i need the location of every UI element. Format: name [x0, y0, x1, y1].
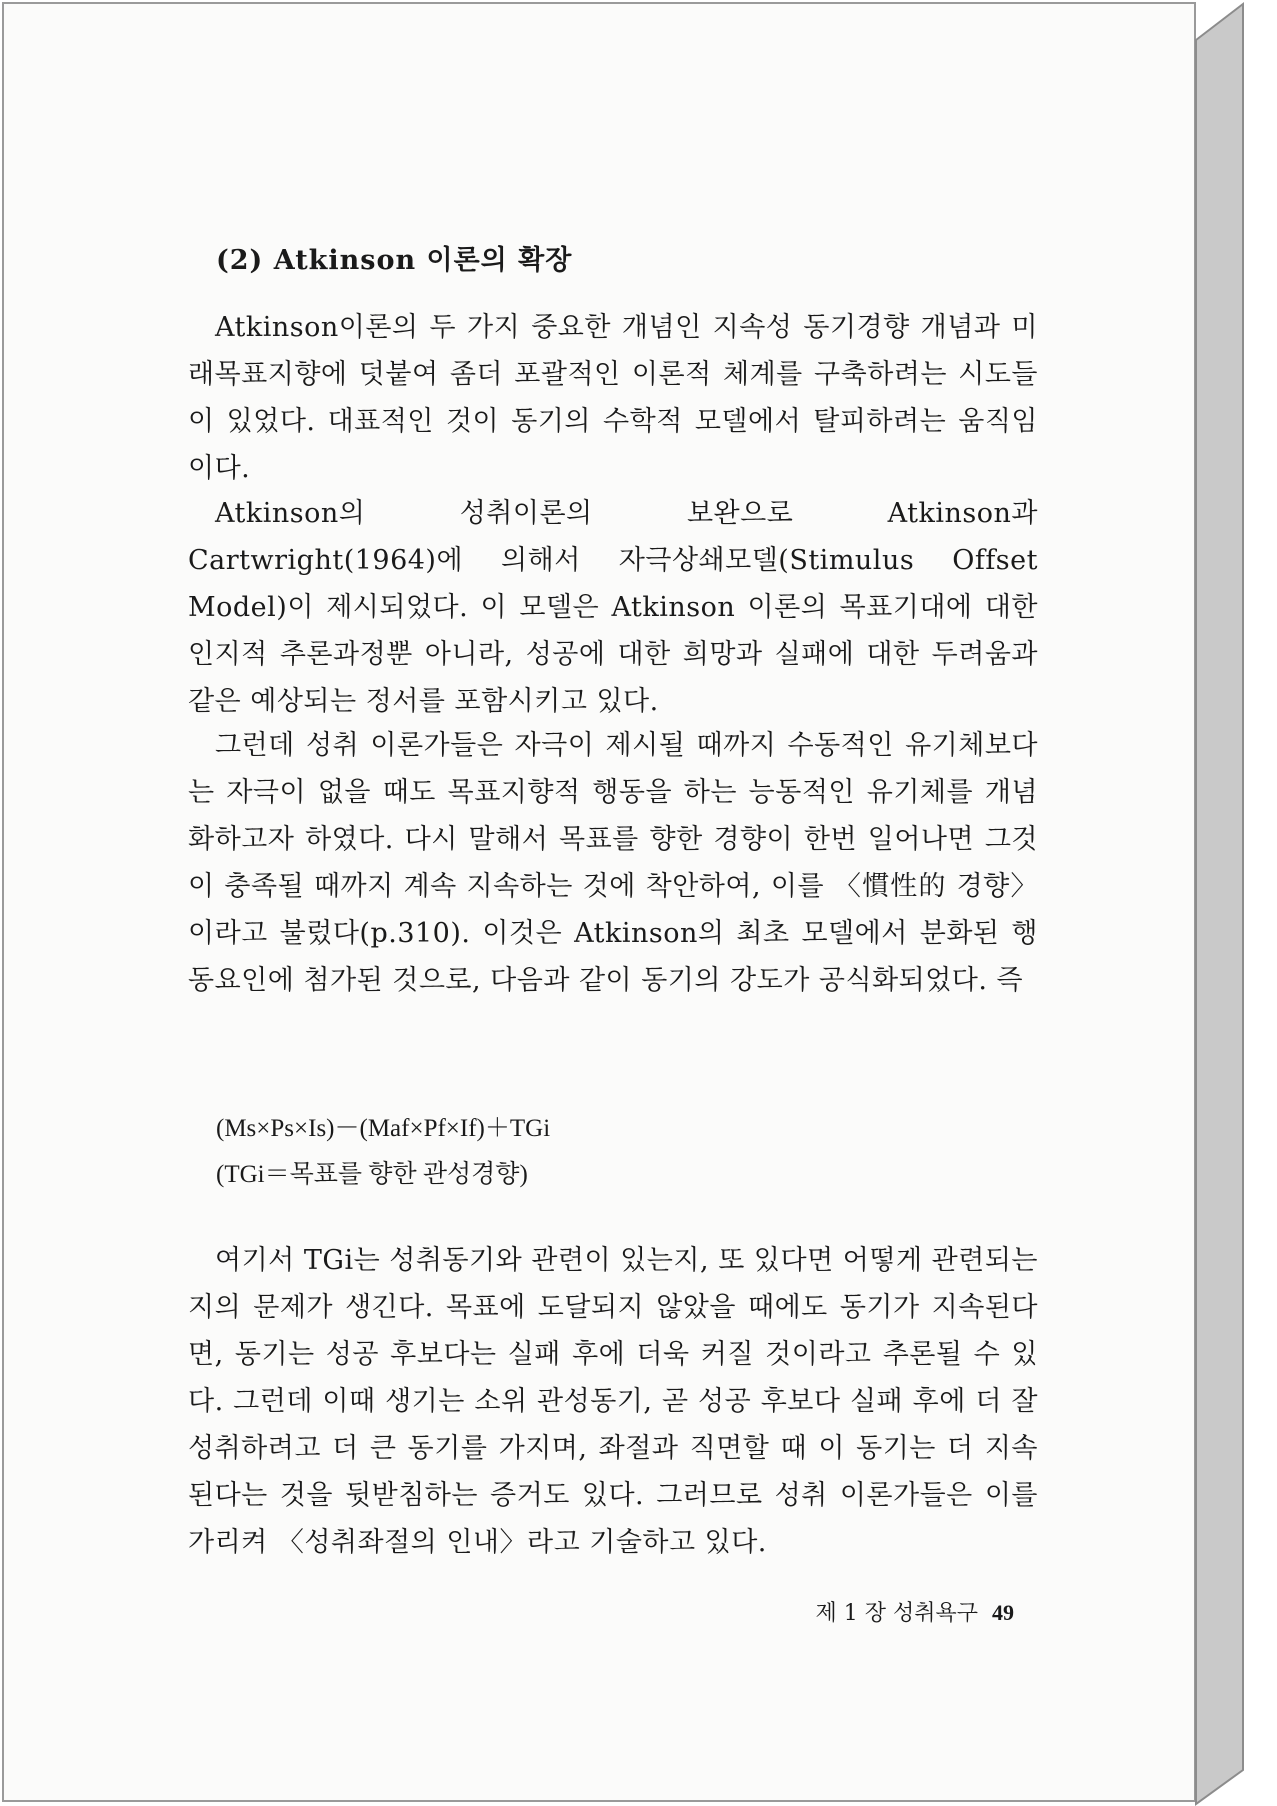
paragraph-4: 여기서 TGi는 성취동기와 관련이 있는지, 또 있다면 어떻게 관련되는지의 문제가 생긴다. 목표에 도달되지 않았을 때에도 동기가 지속된다면, 동기는 성공 후보다는 실패 후에 더욱 커질 것이라고 추론될 수 있다. 그런데 이때 생기는 소위 관성동기, 곧 성공 후보다 실패 후에 더 잘 성취하려고 더 큰 동기를 가지며, 좌절과 직면할 때 이 동기는 더 지속된다는 것을 뒷받침하는 증거도 있다. 그러므로 성취 이론가들은 이를 가리켜 〈성취좌절의 인내〉라고 기술하고 있다.	[188, 1245, 1038, 1558]
section-heading: (2) Atkinson 이론의 확장	[216, 245, 573, 277]
page-footer	[774, 1596, 1014, 1627]
book-page	[2, 2, 1196, 1802]
page-number: 49	[992, 1600, 1014, 1625]
formula-definition: (TGi＝목표를 향한 관성경향)	[216, 1161, 528, 1188]
paragraph-3: 그런데 성취 이론가들은 자극이 제시될 때까지 수동적인 유기체보다는 자극이 없을 때도 목표지향적 행동을 하는 능동적인 유기체를 개념화하고자 하였다. 다시 말해서 목표를 향한 경향이 한번 일어나면 그것이 충족될 때까지 계속 지속하는 것에 착안하여, 이를 〈慣性的 경향〉이라고 불렀다(p.310). 이것은 Atkinson의 최초 모델에서 분화된 행동요인에 첨가된 것으로, 다음과 같이 동기의 강도가 공식화되었다. 즉	[188, 730, 1038, 996]
formula-equation: (Ms×Ps×Is)－(Maf×Pf×If)＋TGi	[216, 1115, 551, 1142]
paragraph-1: Atkinson이론의 두 가지 중요한 개념인 지속성 동기경향 개념과 미래목표지향에 덧붙여 좀더 포괄적인 이론적 체계를 구축하려는 시도들이 있었다. 대표적인 것이 동기의 수학적 모델에서 탈피하려는 움직임이다.	[188, 312, 1038, 484]
paragraph-2: Atkinson의 성취이론의 보완으로 Atkinson과 Cartwright(1964)에 의해서 자극상쇄모델(Stimulus Offset Model)이 제시되었다. 이 모델은 Atkinson 이론의 목표기대에 대한 인지적 추론과정뿐 아니라, 성공에 대한 희망과 실패에 대한 두려움과 같은 예상되는 정서를 포함시키고 있다.	[188, 498, 1038, 717]
chapter-title: 제 1 장 성취욕구	[815, 1601, 978, 1626]
